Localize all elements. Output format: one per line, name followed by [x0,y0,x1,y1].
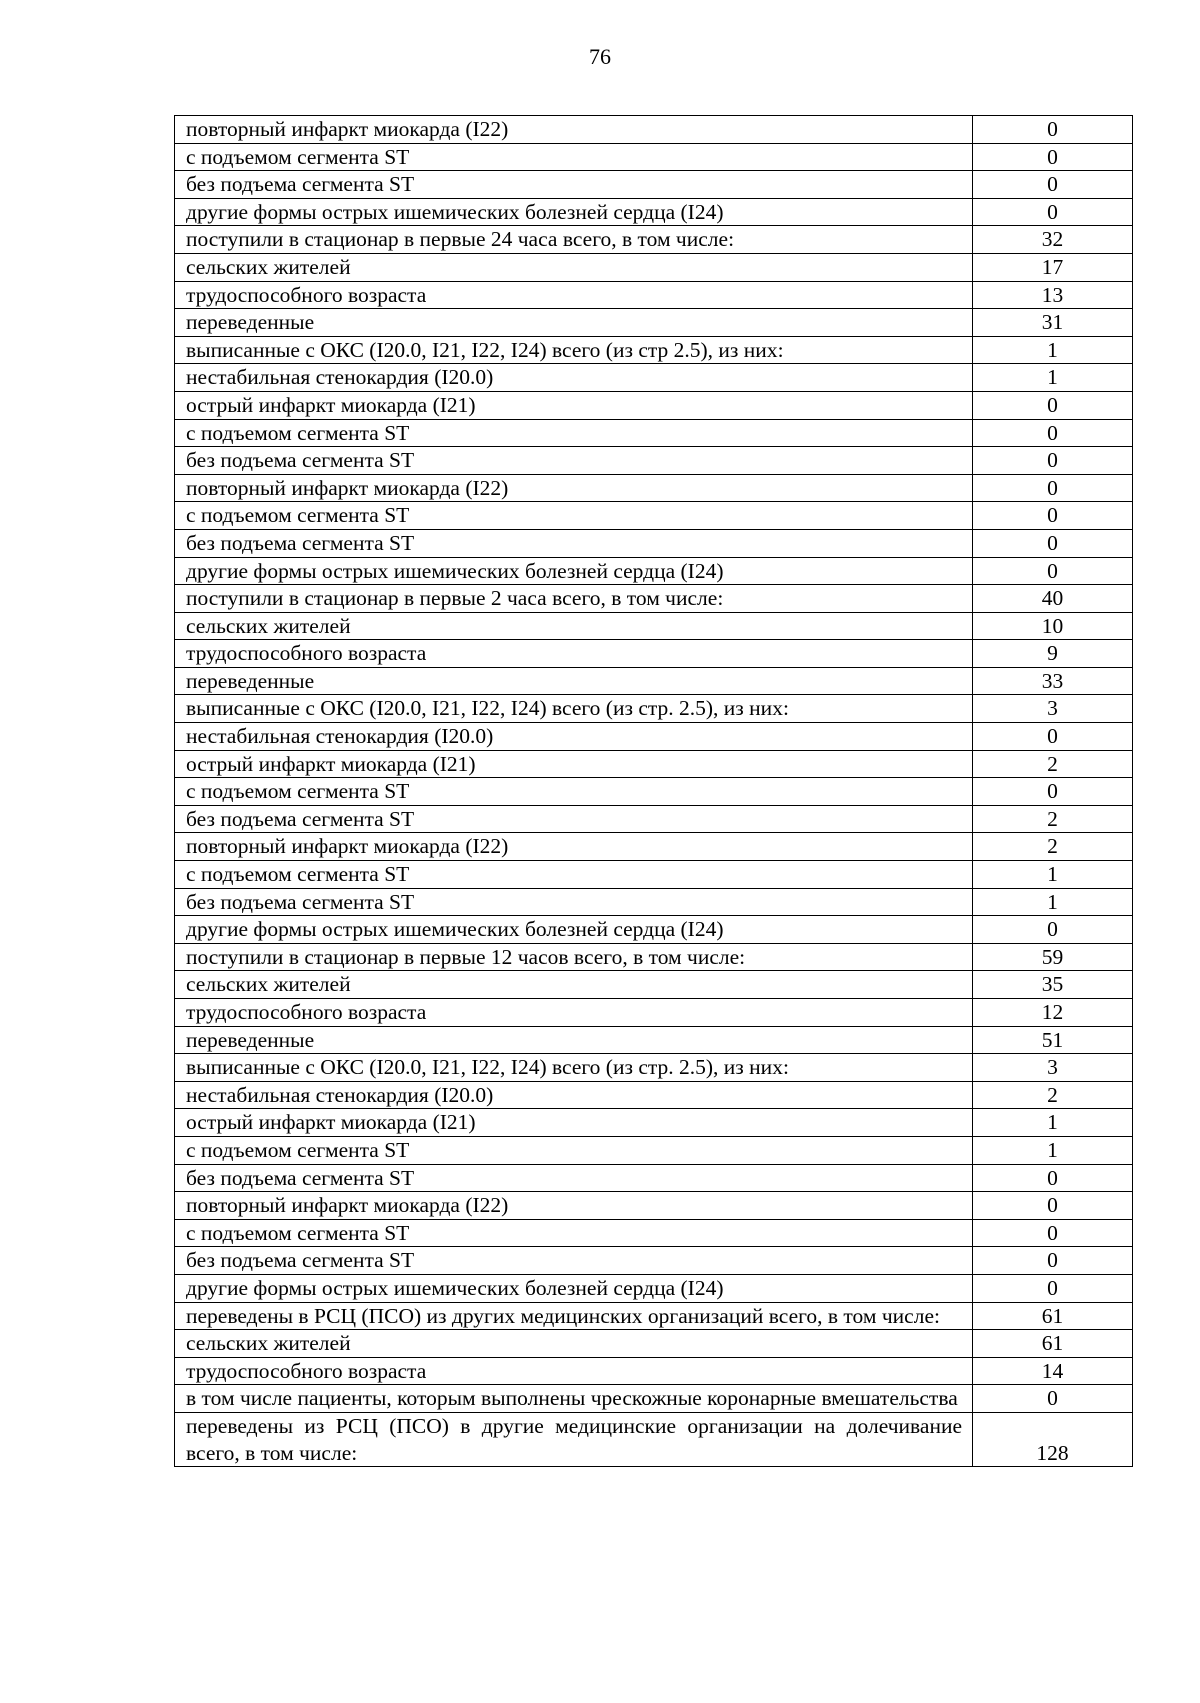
table-row [175,999,1133,1027]
row-label: без подъема сегмента ST [175,805,973,833]
table-row [175,336,1133,364]
row-value: 40 [973,585,1133,613]
row-value: 0 [973,143,1133,171]
row-label: другие формы острых ишемических болезней сердца (I24) [175,198,973,226]
table-row [175,1136,1133,1164]
table-row [175,1192,1133,1220]
row-value: 1 [973,888,1133,916]
row-value: 61 [973,1302,1133,1330]
row-value: 0 [973,723,1133,751]
table-row [175,226,1133,254]
row-label: выписанные с ОКС (I20.0, I21, I22, I24) всего (из стр. 2.5), из них: [175,1054,973,1082]
table-row [175,1274,1133,1302]
table-row [175,1219,1133,1247]
row-value: 1 [973,336,1133,364]
table-row [175,1081,1133,1109]
table-row [175,419,1133,447]
row-label: выписанные с ОКС (I20.0, I21, I22, I24) всего (из стр. 2.5), из них: [175,695,973,723]
table-row [175,971,1133,999]
table-row [175,1164,1133,1192]
row-label: поступили в стационар в первые 2 часа всего, в том числе: [175,585,973,613]
row-label: сельских жителей [175,1330,973,1358]
table-row [175,805,1133,833]
row-value: 10 [973,612,1133,640]
table-row [175,529,1133,557]
table-row [175,1302,1133,1330]
row-value: 9 [973,640,1133,668]
row-value: 2 [973,750,1133,778]
row-value: 0 [973,1219,1133,1247]
row-label: без подъема сегмента ST [175,529,973,557]
row-label: без подъема сегмента ST [175,447,973,475]
row-label: острый инфаркт миокарда (I21) [175,1109,973,1137]
row-label: сельских жителей [175,612,973,640]
table-row [175,667,1133,695]
row-value: 0 [973,916,1133,944]
row-label: трудоспособного возраста [175,1357,973,1385]
row-label: поступили в стационар в первые 24 часа всего, в том числе: [175,226,973,254]
row-value: 0 [973,419,1133,447]
row-value: 0 [973,1164,1133,1192]
row-label: с подъемом сегмента ST [175,419,973,447]
row-value: 0 [973,1247,1133,1275]
table-body [175,116,1133,1467]
row-label: повторный инфаркт миокарда (I22) [175,116,973,144]
table-row [175,861,1133,889]
row-value: 0 [973,1385,1133,1413]
row-value: 0 [973,198,1133,226]
statistics-table [174,115,1133,1467]
table-row [175,309,1133,337]
table-row [175,1385,1133,1413]
row-label: нестабильная стенокардия (I20.0) [175,364,973,392]
row-label: сельских жителей [175,971,973,999]
table-row [175,1026,1133,1054]
row-label: с подъемом сегмента ST [175,861,973,889]
table-row [175,750,1133,778]
row-label: переведенные [175,1026,973,1054]
row-value: 13 [973,281,1133,309]
row-value: 1 [973,861,1133,889]
table-row [175,723,1133,751]
table-row [175,253,1133,281]
row-value: 0 [973,1274,1133,1302]
row-value: 0 [973,447,1133,475]
row-value: 31 [973,309,1133,337]
row-value: 0 [973,778,1133,806]
row-value: 0 [973,116,1133,144]
row-label: без подъема сегмента ST [175,888,973,916]
row-label: трудоспособного возраста [175,281,973,309]
row-value: 59 [973,943,1133,971]
table-row [175,778,1133,806]
row-label: повторный инфаркт миокарда (I22) [175,1192,973,1220]
row-label: выписанные с ОКС (I20.0, I21, I22, I24) всего (из стр 2.5), из них: [175,336,973,364]
table-row [175,171,1133,199]
row-value: 2 [973,1081,1133,1109]
row-label: без подъема сегмента ST [175,171,973,199]
row-value: 0 [973,1192,1133,1220]
row-label: острый инфаркт миокарда (I21) [175,750,973,778]
row-label: сельских жителей [175,253,973,281]
row-label: трудоспособного возраста [175,999,973,1027]
table-row [175,695,1133,723]
row-label: острый инфаркт миокарда (I21) [175,391,973,419]
table-row [175,474,1133,502]
row-label: с подъемом сегмента ST [175,1219,973,1247]
row-value: 51 [973,1026,1133,1054]
row-value: 2 [973,805,1133,833]
page-number: 76 [589,44,611,69]
row-value: 14 [973,1357,1133,1385]
table-row [175,116,1133,144]
row-value: 3 [973,695,1133,723]
row-label: переведенные [175,309,973,337]
table-row [175,198,1133,226]
row-value: 128 [973,1412,1133,1466]
row-label: с подъемом сегмента ST [175,778,973,806]
row-value: 61 [973,1330,1133,1358]
table-row [175,585,1133,613]
row-label: без подъема сегмента ST [175,1164,973,1192]
row-label: с подъемом сегмента ST [175,143,973,171]
row-value: 0 [973,391,1133,419]
row-label: другие формы острых ишемических болезней сердца (I24) [175,557,973,585]
table-row [175,888,1133,916]
row-label: с подъемом сегмента ST [175,1136,973,1164]
row-label: поступили в стационар в первые 12 часов всего, в том числе: [175,943,973,971]
row-label: другие формы острых ишемических болезней сердца (I24) [175,916,973,944]
table-row [175,833,1133,861]
row-label: переведены из РСЦ (ПСО) в другие медицинские организации на долечивание всего, в том числе: [175,1412,973,1466]
table-row [175,281,1133,309]
row-value: 33 [973,667,1133,695]
row-value: 1 [973,364,1133,392]
row-label: нестабильная стенокардия (I20.0) [175,1081,973,1109]
row-value: 32 [973,226,1133,254]
row-value: 1 [973,1109,1133,1137]
table-row [175,1247,1133,1275]
row-value: 0 [973,557,1133,585]
table-row [175,557,1133,585]
row-value: 1 [973,1136,1133,1164]
table-row [175,1412,1133,1466]
table-row [175,502,1133,530]
table-row [175,364,1133,392]
row-label: с подъемом сегмента ST [175,502,973,530]
row-value: 17 [973,253,1133,281]
table-row [175,1109,1133,1137]
table-row [175,1054,1133,1082]
row-value: 3 [973,1054,1133,1082]
row-value: 35 [973,971,1133,999]
row-label: без подъема сегмента ST [175,1247,973,1275]
row-label: в том числе пациенты, которым выполнены чрескожные коронарные вмешательства [175,1385,973,1413]
row-label: повторный инфаркт миокарда (I22) [175,833,973,861]
row-label: трудоспособного возраста [175,640,973,668]
row-label: переведены в РСЦ (ПСО) из других медицинских организаций всего, в том числе: [175,1302,973,1330]
row-value: 2 [973,833,1133,861]
row-value: 0 [973,474,1133,502]
table-row [175,391,1133,419]
row-label: повторный инфаркт миокарда (I22) [175,474,973,502]
row-label: переведенные [175,667,973,695]
row-value: 0 [973,529,1133,557]
table-row [175,640,1133,668]
table-row [175,1357,1133,1385]
table-row [175,143,1133,171]
table-row [175,943,1133,971]
table-row [175,916,1133,944]
row-value: 0 [973,171,1133,199]
row-label: другие формы острых ишемических болезней сердца (I24) [175,1274,973,1302]
table-row [175,1330,1133,1358]
row-value: 12 [973,999,1133,1027]
row-value: 0 [973,502,1133,530]
table-row [175,612,1133,640]
row-label: нестабильная стенокардия (I20.0) [175,723,973,751]
table-row [175,447,1133,475]
